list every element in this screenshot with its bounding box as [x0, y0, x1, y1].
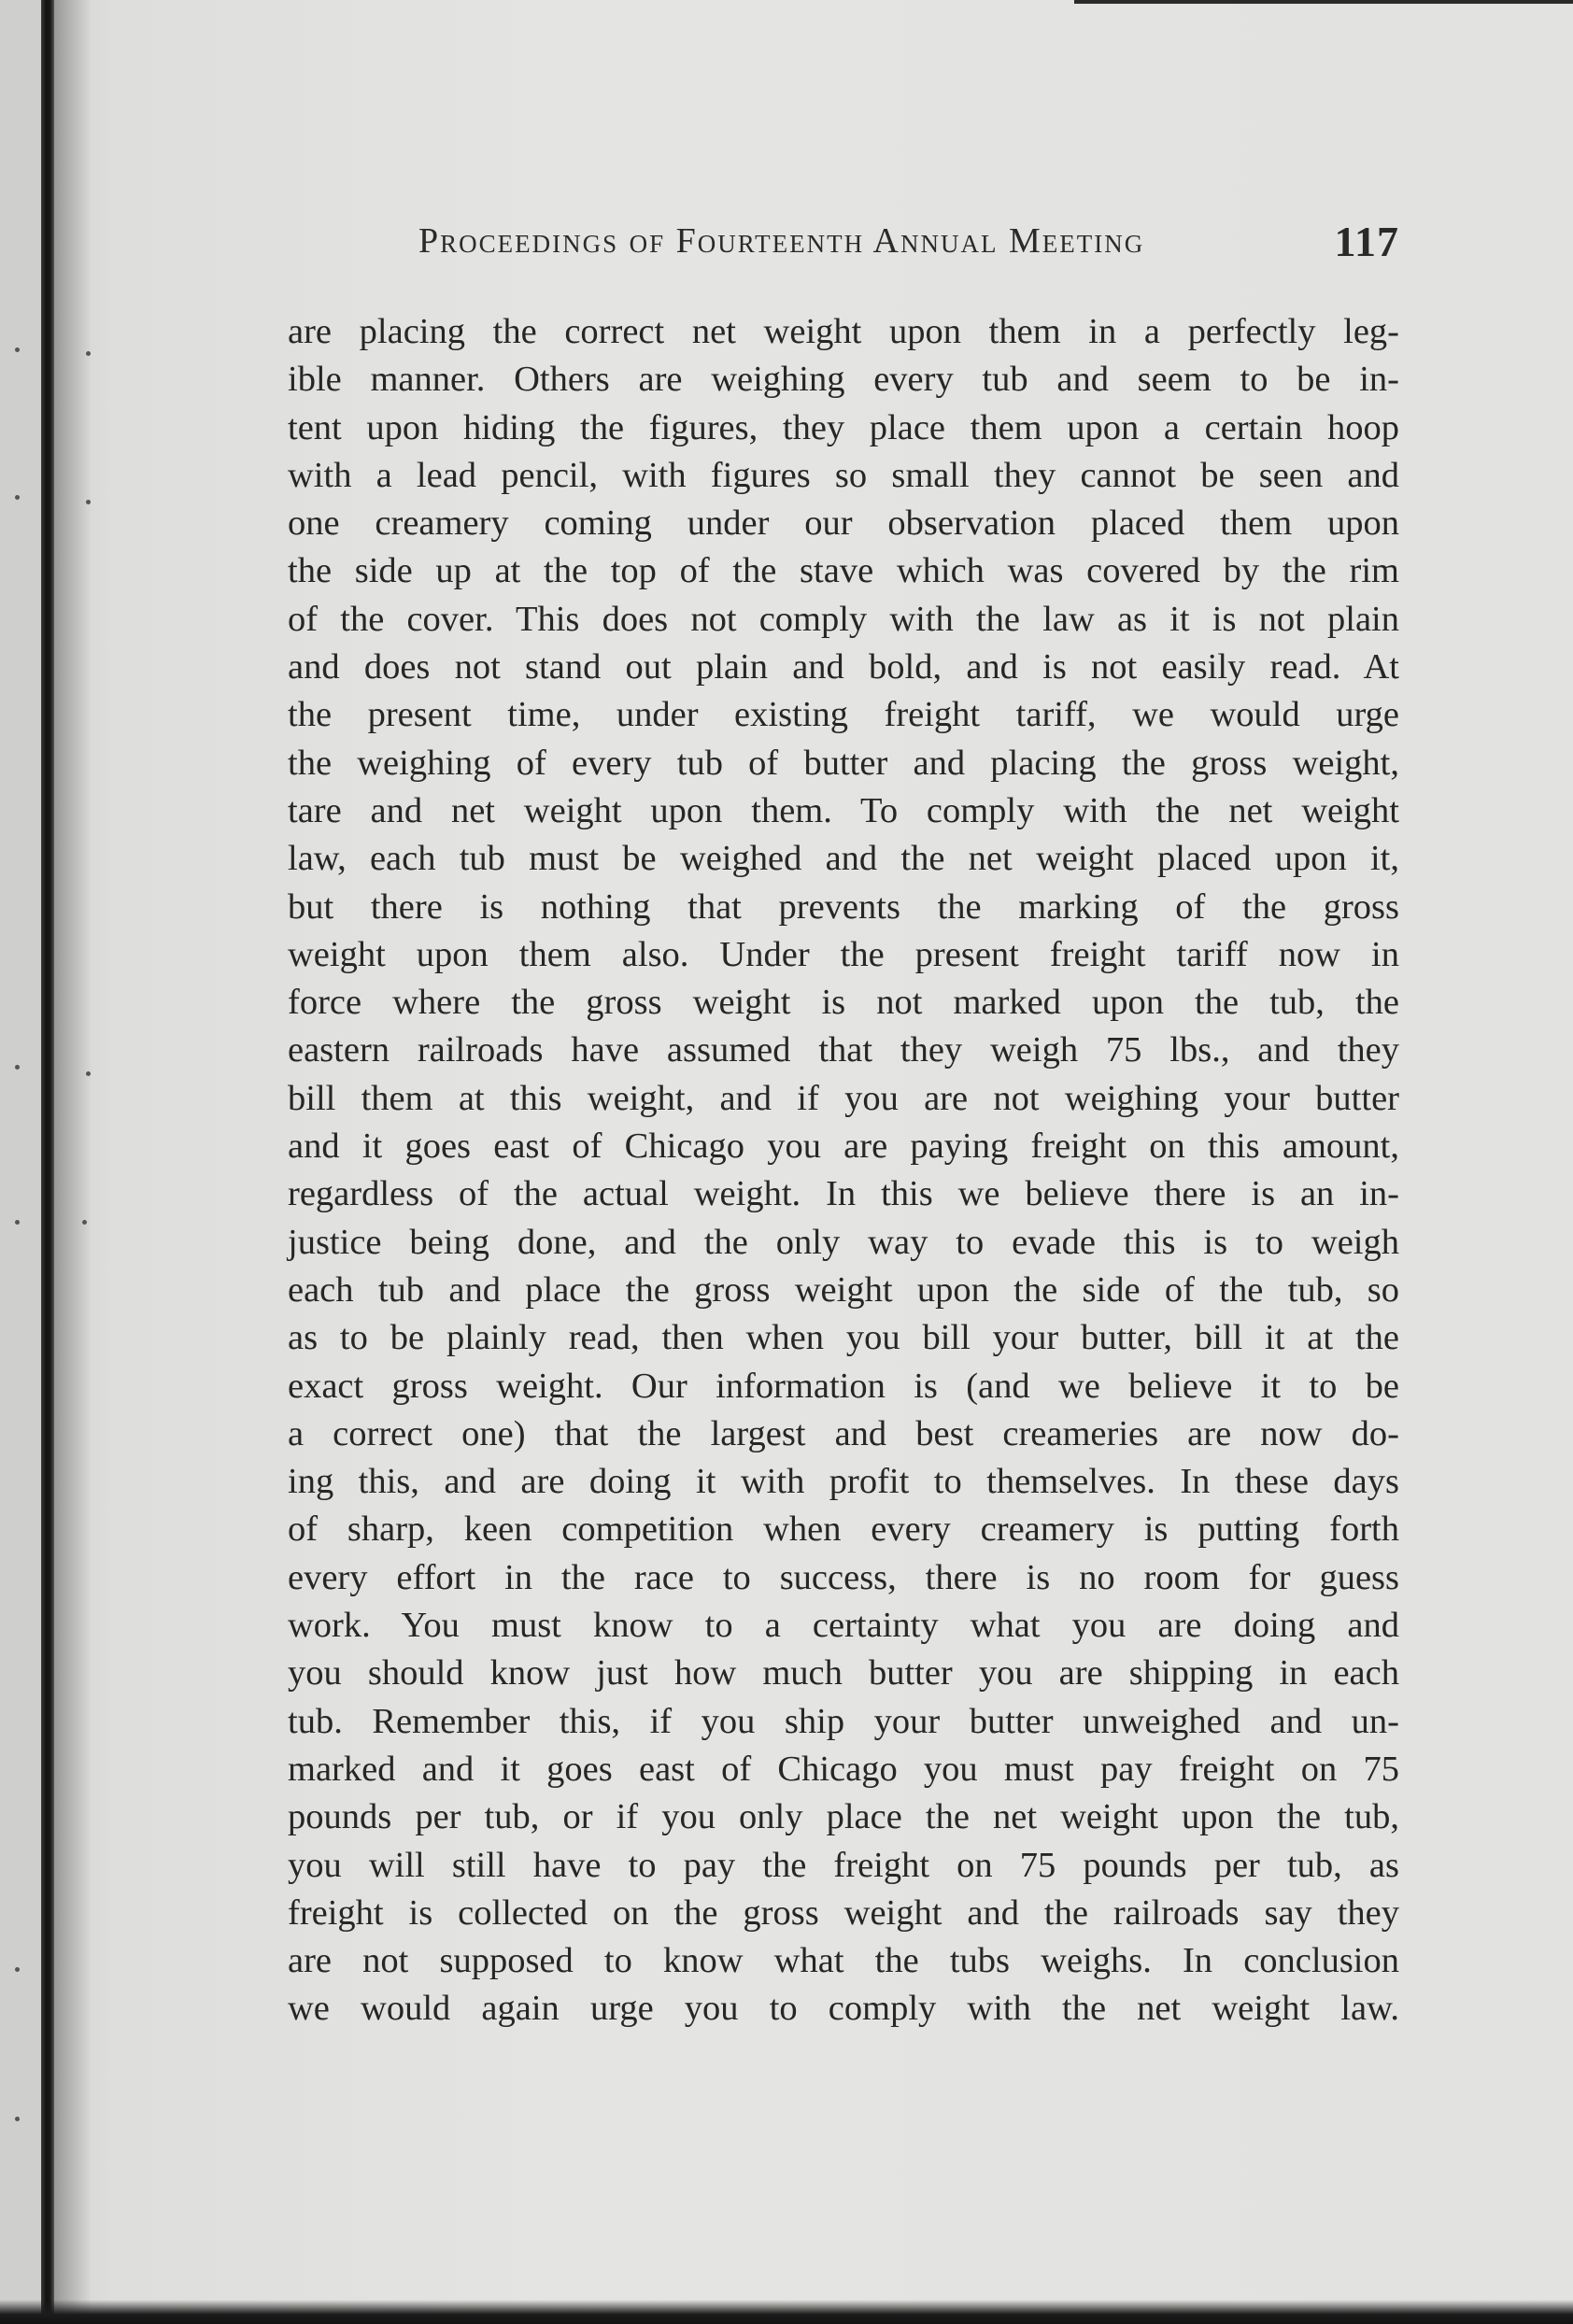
- text-line: we would again urge you to comply with the net weight law.: [288, 1989, 1399, 2029]
- running-head: [418, 217, 1409, 273]
- text-line: ible manner. Others are weighing every tub and seem to be in-: [288, 360, 1399, 400]
- text-line: pounds per tub, or if you only place the net weight upon the tub,: [288, 1797, 1399, 1837]
- text-line: and does not stand out plain and bold, and is not easily read. At: [288, 647, 1399, 687]
- gutter-shadow: [54, 0, 92, 2324]
- text-line: you will still have to pay the freight on 75 pounds per tub, as: [288, 1845, 1399, 1885]
- text-line: exact gross weight. Our information is (and we believe it to be: [288, 1366, 1399, 1406]
- body-paragraph: [288, 308, 1399, 2034]
- scan-speck: [15, 1967, 20, 1972]
- page-number: 117: [1334, 218, 1399, 265]
- text-line: each tub and place the gross weight upon the side of the tub, so: [288, 1269, 1399, 1310]
- scan-speck: [15, 1065, 20, 1070]
- text-line: are placing the correct net weight upon them in a perfectly leg-: [288, 312, 1399, 351]
- scan-speck: [15, 347, 20, 352]
- text-line: marked and it goes east of Chicago you must pay freight on 75: [288, 1749, 1399, 1789]
- text-line: a correct one) that the largest and best creameries are now do-: [288, 1413, 1399, 1453]
- text-line: as to be plainly read, then when you bill your butter, bill it at the: [288, 1318, 1399, 1358]
- scan-speck: [86, 1071, 91, 1076]
- text-line: the present time, under existing freight tariff, we would urge: [288, 695, 1399, 735]
- text-line: of the cover. This does not comply with the law as it is not plain: [288, 599, 1399, 639]
- text-line: eastern railroads have assumed that they weigh 75 lbs., and they: [288, 1030, 1399, 1070]
- text-line: are not supposed to know what the tubs weighs. In conclusion: [288, 1941, 1399, 1981]
- text-line: but there is nothing that prevents the marking of the gross: [288, 886, 1399, 927]
- page-margin-shadow: [0, 0, 41, 2324]
- text-line: with a lead pencil, with figures so small they cannot be seen and: [288, 455, 1399, 495]
- bottom-page-edge: [0, 2300, 1573, 2324]
- text-line: bill them at this weight, and if you are not weighing your butter: [288, 1078, 1399, 1118]
- text-line: of sharp, keen competition when every creamery is putting forth: [288, 1509, 1399, 1550]
- text-line: the weighing of every tub of butter and placing the gross weight,: [288, 743, 1399, 783]
- text-line: and it goes east of Chicago you are paying freight on this amount,: [288, 1127, 1399, 1167]
- text-line: the side up at the top of the stave which was covered by the rim: [288, 551, 1399, 591]
- text-line: you should know just how much butter you are shipping in each: [288, 1653, 1399, 1693]
- scan-speck: [15, 2117, 20, 2121]
- top-page-edge: [1074, 0, 1573, 4]
- text-line: force where the gross weight is not marked upon the tub, the: [288, 983, 1399, 1023]
- scan-speck: [82, 1220, 87, 1225]
- text-line: tare and net weight upon them. To comply with the net weight: [288, 790, 1399, 830]
- scan-speck: [86, 500, 91, 504]
- text-line: law, each tub must be weighed and the net weight placed upon it,: [288, 839, 1399, 879]
- text-line: every effort in the race to success, there is no room for guess: [288, 1557, 1399, 1597]
- text-line: one creamery coming under our observation placed them upon: [288, 503, 1399, 544]
- text-line: tent upon hiding the figures, they place them upon a certain hoop: [288, 407, 1399, 447]
- running-head-title: Proceedings of Fourteenth Annual Meeting: [418, 221, 1145, 261]
- text-line: freight is collected on the gross weight and the railroads say they: [288, 1892, 1399, 1933]
- text-line: justice being done, and the only way to evade this is to weigh: [288, 1222, 1399, 1262]
- text-line: regardless of the actual weight. In this we believe there is an in-: [288, 1174, 1399, 1214]
- text-line: ing this, and are doing it with profit to themselves. In these days: [288, 1462, 1399, 1502]
- scan-speck: [15, 495, 20, 500]
- text-line: tub. Remember this, if you ship your butter unweighed and un-: [288, 1701, 1399, 1741]
- book-spine: [41, 0, 54, 2324]
- text-line: weight upon them also. Under the present freight tariff now in: [288, 934, 1399, 974]
- text-line: work. You must know to a certainty what you are doing and: [288, 1606, 1399, 1646]
- scan-speck: [15, 1220, 20, 1225]
- scan-speck: [86, 351, 91, 356]
